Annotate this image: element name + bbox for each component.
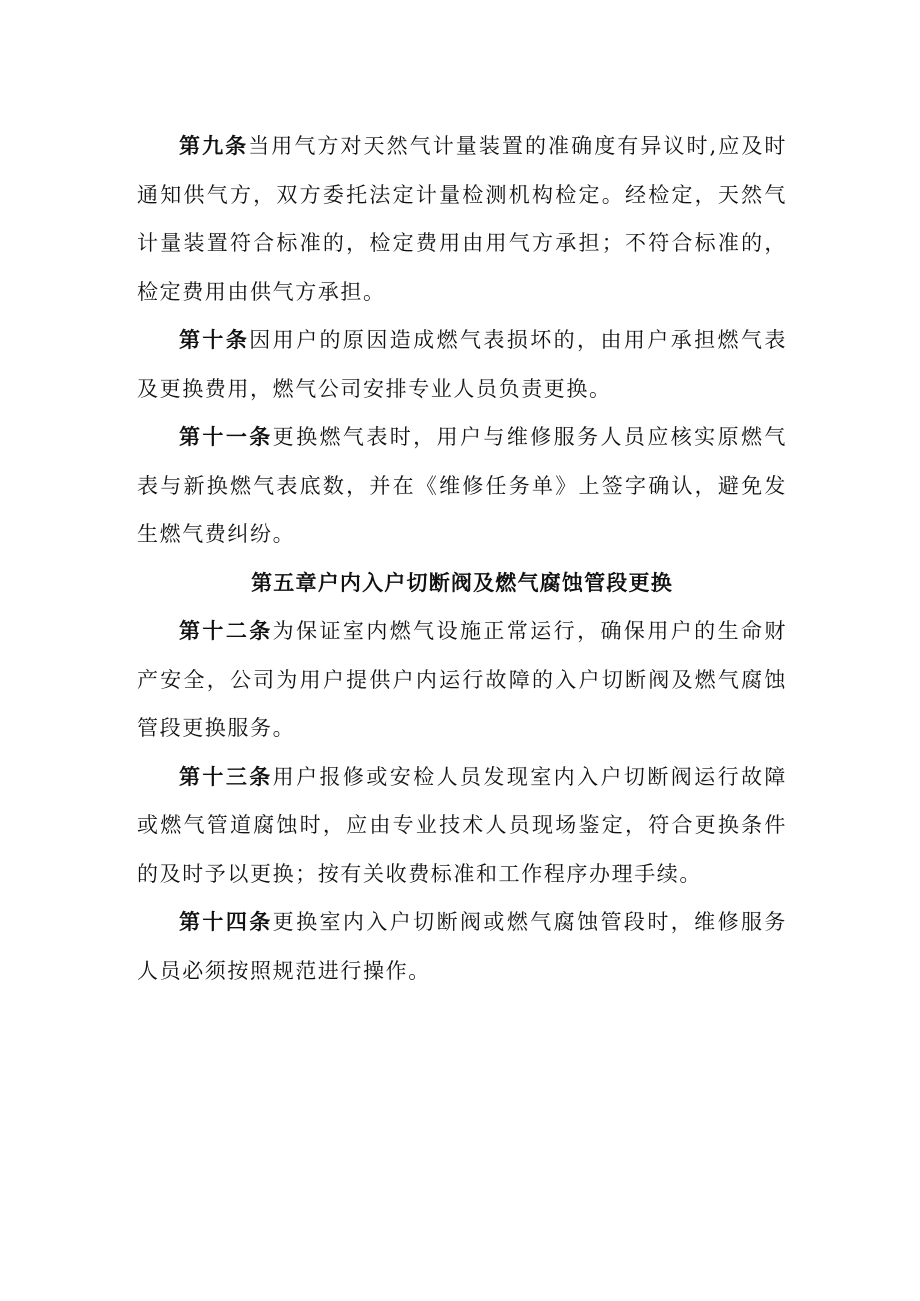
article-number: 第十四条 bbox=[179, 909, 273, 934]
article-text: 更换燃气表时，用户与维修服务人员应核实原燃气表与新换燃气表底数，并在《维修任务单》上签字确认，避免发生燃气费纠纷。 bbox=[137, 425, 787, 546]
article-text: 当用气方对天然气计量装置的准确度有异议时,应及时通知供气方，双方委托法定计量检测机构检定。经检定，天然气计量装置符合标准的，检定费用由用气方承担；不符合标准的，检定费用由供气方承担。 bbox=[137, 134, 787, 304]
article-13 bbox=[137, 753, 787, 899]
article-number: 第十条 bbox=[179, 327, 250, 352]
chapter-heading: 第五章户内入户切断阀及燃气腐蚀管段更换 bbox=[251, 569, 673, 595]
article-11 bbox=[137, 413, 787, 559]
article-number: 第十二条 bbox=[179, 618, 273, 643]
article-text: 用户报修或安检人员发现室内入户切断阀运行故障或燃气管道腐蚀时，应由专业技术人员现场鉴定，符合更换条件的及时予以更换；按有关收费标准和工作程序办理手续。 bbox=[137, 764, 787, 886]
article-text: 为保证室内燃气设施正常运行，确保用户的生命财产安全，公司为用户提供户内运行故障的入户切断阀及燃气腐蚀管段更换服务。 bbox=[137, 619, 787, 740]
article-14 bbox=[137, 898, 787, 995]
article-12 bbox=[137, 607, 787, 753]
document-body bbox=[137, 122, 787, 995]
article-number: 第十三条 bbox=[179, 763, 273, 789]
article-10 bbox=[137, 316, 787, 413]
article-text: 更换室内入户切断阀或燃气腐蚀管段时，维修服务人员必须按照规范进行操作。 bbox=[137, 910, 787, 983]
article-text: 因用户的原因造成燃气表损坏的，由用户承担燃气表及更换费用，燃气公司安排专业人员负责更换。 bbox=[137, 328, 787, 401]
article-number: 第九条 bbox=[179, 133, 249, 158]
article-9 bbox=[137, 122, 787, 316]
article-number: 第十一条 bbox=[179, 424, 273, 449]
